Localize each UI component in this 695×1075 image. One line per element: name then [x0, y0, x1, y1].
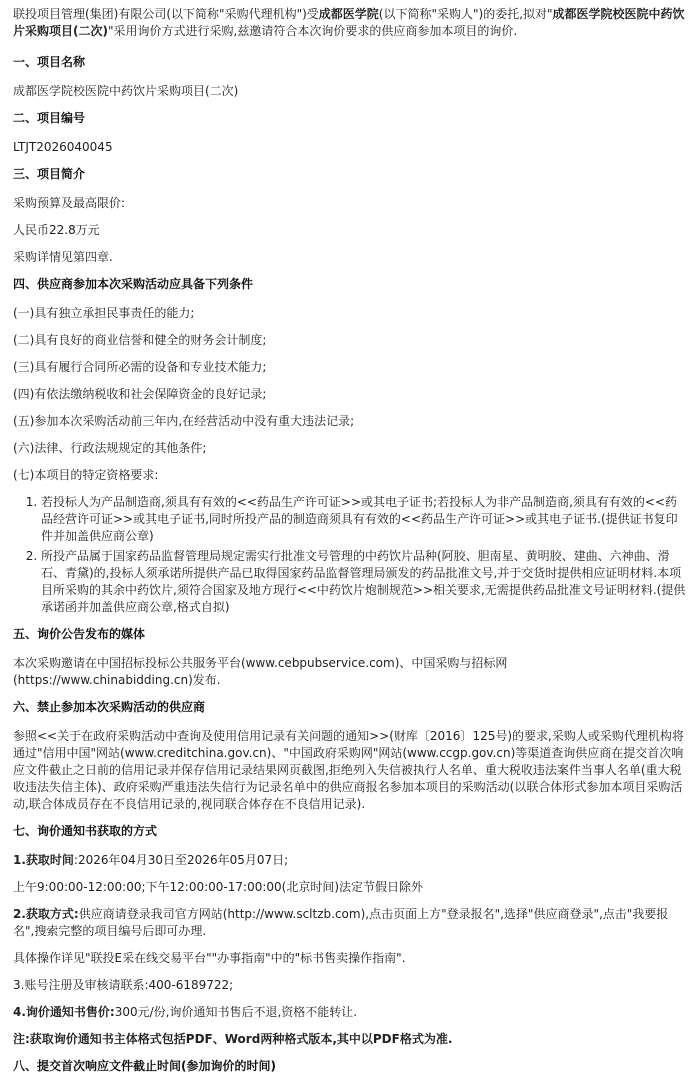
- section-heading-submission-deadline: 八、提交首次响应文件截止时间(参加询价的时间): [13, 1059, 276, 1073]
- condition-item: (三)具有履行合同所必需的设备和专业技术能力;: [13, 360, 267, 374]
- condition-item: (四)有依法缴纳税收和社会保障资金的良好记录;: [13, 387, 267, 401]
- condition-item: (二)具有良好的商业信誉和健全的财务会计制度;: [13, 333, 267, 347]
- intro-text-1: 联投项目管理(集团)有限公司(以下简称"采购代理机构")受: [13, 7, 319, 21]
- section-heading-publication-media: 五、询价公告发布的媒体: [13, 627, 146, 641]
- obtain-time-label: 1.获取时间: [13, 853, 74, 867]
- intro-paragraph: [13, 6, 687, 40]
- condition-item: (七)本项目的特定资格要求:: [13, 468, 159, 482]
- format-note: 注:获取询价通知书主体格式包括PDF、Word两种格式版本,其中以PDF格式为准.: [13, 1032, 453, 1046]
- project-name-bold: 成都医学院校医院中药饮片采购项目(二次): [13, 7, 685, 38]
- requirement-item: 1. 若投标人为产品制造商,须具有有效的<<药品生产许可证>>或其电子证书;若投标人为非产品制造商,须具有有效的<<药品经营许可证>>或其电子证书,同时所投产品的制造商须具有有效的<<药品生产许可证>>或其电子证书.(提供证书复印件并加盖供应商公章): [41, 494, 687, 545]
- notice-price-value: 300元/份,询价通知书售后不退,资格不能转让.: [114, 1005, 358, 1019]
- obtain-method: [13, 906, 687, 940]
- intro-text-2: (以下简称"采购人")的委托,拟对": [378, 7, 553, 21]
- section-heading-project-summary: 三、项目简介: [13, 167, 86, 181]
- prohibited-suppliers-text: 参照<<关于在政府采购活动中查询及使用信用记录有关问题的通知>>(财库〔2016〕125号)的要求,采购人或采购代理机构将通过"信用中国"网站(www.creditchina.gov.cn)、"中国政府采购网"网站(www.ccgp.gov.cn)等渠道查询供应商在提交首次响应文件截止之日前的信用记录并保存信用记录结果网页截图,拒绝列入失信被执行人名单、重大税收违法案件当事人名单(重大税收违法失信主体)、政府采购严重违法失信行为记录名单中的供应商报名参加本项目的采购活动(以联合体形式参加本项目采购活动,联合体成员存在不良信用记录的,视同联合体存在不良信用记录).: [13, 729, 684, 811]
- purchaser-name: 成都医学院: [318, 7, 379, 21]
- obtain-method-label: 2.获取方式:: [13, 907, 79, 921]
- obtain-time-value: :2026年04月30日至2026年05月07日;: [73, 853, 289, 867]
- section-heading-supplier-conditions: 四、供应商参加本次采购活动应具备下列条件: [13, 277, 254, 291]
- budget-label: 采购预算及最高限价:: [13, 196, 126, 210]
- section-heading-project-number: 二、项目编号: [13, 111, 86, 125]
- project-number-text: LTJT2026040045: [13, 140, 113, 154]
- section-heading-project-name: 一、项目名称: [13, 55, 86, 69]
- condition-item: (五)参加本次采购活动前三年内,在经营活动中没有重大违法记录;: [13, 414, 355, 428]
- obtain-hours: 上午9:00:00-12:00:00;下午12:00:00-17:00:00(北京时间)法定节假日除外: [13, 880, 424, 894]
- specific-requirements-list: [13, 494, 687, 616]
- procurement-details: 采购详情见第四章.: [13, 250, 113, 264]
- intro-text-3: "采用询价方式进行采购,兹邀请符合本次询价要求的供应商参加本项目的询价.: [107, 24, 518, 38]
- condition-item: (六)法律、行政法规规定的其他条件;: [13, 441, 207, 455]
- publication-media-text: 本次采购邀请在中国招标投标公共服务平台(www.cebpubservice.com)、中国采购与招标网(https://www.chinabidding.cn)发布.: [13, 656, 508, 687]
- operation-guide-note: 具体操作详见"联投E采在线交易平台""办事指南"中的"标书售卖操作指南".: [13, 951, 406, 965]
- project-name-text: 成都医学院校医院中药饮片采购项目(二次): [13, 84, 239, 98]
- obtain-method-value: 供应商请登录我司官方网站(http://www.scltzb.com),点击页面上方"登录报名",选择"供应商登录",点击"我要报名",搜索完整的项目编号后即可办理.: [13, 907, 669, 938]
- requirement-item: 2. 所投产品属于国家药品监督管理局规定需实行批准文号管理的中药饮片品种(阿胶、胆南星、黄明胶、建曲、六神曲、滑石、青黛)的,投标人须承诺所提供产品已取得国家药品监督管理局颁发的药品批准文号,并于交货时提供相应证明材料.本项目所采购的其余中药饮片,须符合国家及地方现行<<中药饮片炮制规范>>相关要求,无需提供药品批准文号证明材料.(提供承诺函并加盖供应商公章,格式自拟): [41, 548, 687, 616]
- budget-amount: 人民币22.8万元: [13, 223, 100, 237]
- obtain-time: [13, 852, 687, 869]
- notice-price-label: 4.询价通知书售价:: [13, 1005, 115, 1019]
- condition-item: (一)具有独立承担民事责任的能力;: [13, 306, 195, 320]
- section-heading-obtain-notice: 七、询价通知书获取的方式: [13, 824, 158, 838]
- notice-price: [13, 1004, 687, 1021]
- account-contact: 3.账号注册及审核请联系:400-6189722;: [13, 978, 234, 992]
- section-heading-prohibited-suppliers: 六、禁止参加本次采购活动的供应商: [13, 700, 206, 714]
